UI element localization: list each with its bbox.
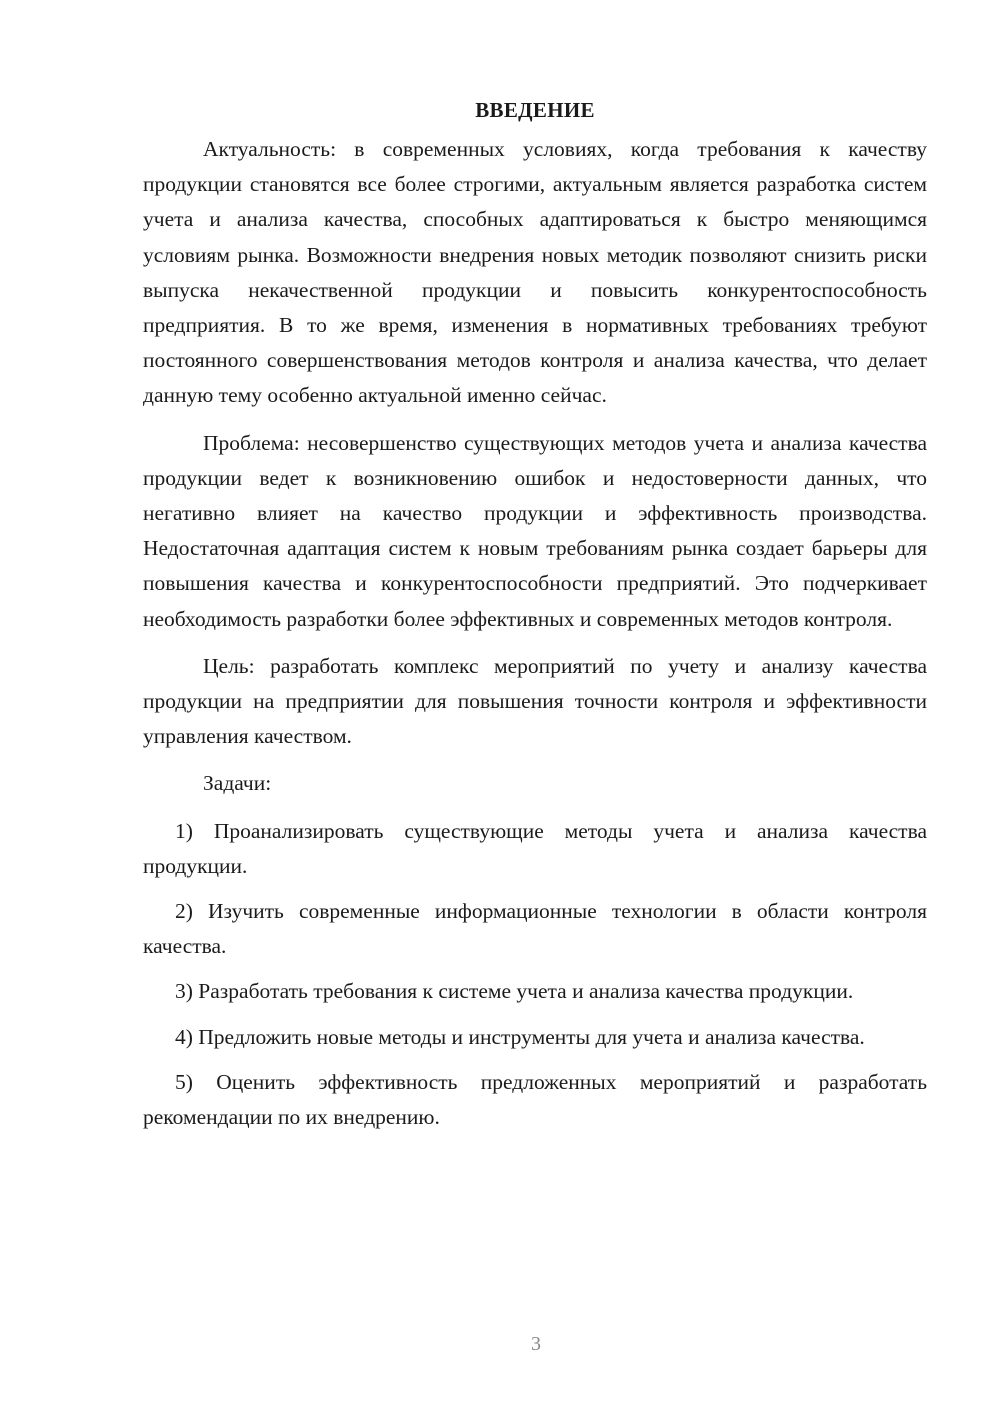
paragraph-relevance: Актуальность: в современных условиях, когда требования к качеству продукции становятся все более строгими, актуальным является разработка систем учета и анализа качества, способных адаптироваться к быстро меняющимся условиям рынка. Возможности внедрения новых методик позволяют снизить риски выпуска некачественной продукции и повысить конкурентоспособность предприятия. В то же время, изменения в нормативных требованиях требуют постоянного совершенствования методов контроля и анализа качества, что делает данную тему особенно актуальной именно сейчас.	[143, 137, 927, 408]
task-list	[143, 814, 927, 1136]
task-item: 1) Проанализировать существующие методы учета и анализа качества продукции.	[143, 818, 927, 878]
document-page	[143, 96, 927, 1145]
section-heading: ВВЕДЕНИЕ	[475, 98, 595, 122]
task-item: 5) Оценить эффективность предложенных мероприятий и разработать рекомендации по их внедрению.	[143, 1069, 927, 1130]
task-item: 2) Изучить современные информационные технологии в области контроля качества.	[143, 899, 927, 959]
task-item: 3) Разработать требования к системе учета и анализа качества продукции.	[175, 979, 854, 1004]
page-number: 3	[531, 1333, 541, 1355]
paragraph-tasks-label: Задачи:	[203, 771, 272, 796]
task-item: 4) Предложить новые методы и инструменты для учета и анализа качества.	[175, 1024, 865, 1049]
paragraph-problem: Проблема: несовершенство существующих методов учета и анализа качества продукции ведет к возникновению ошибок и недостоверности данных, что негативно влияет на качество продукции и эффективность производства. Недостаточная адаптация систем к новым требованиям рынка создает барьеры для повышения качества и конкурентоспособности предприятий. Это подчеркивает необходимость разработки более эффективных и современных методов контроля.	[143, 430, 927, 631]
paragraph-goal: Цель: разработать комплекс мероприятий по учету и анализу качества продукции на предприятии для повышения точности контроля и эффективности управления качеством.	[143, 653, 927, 749]
